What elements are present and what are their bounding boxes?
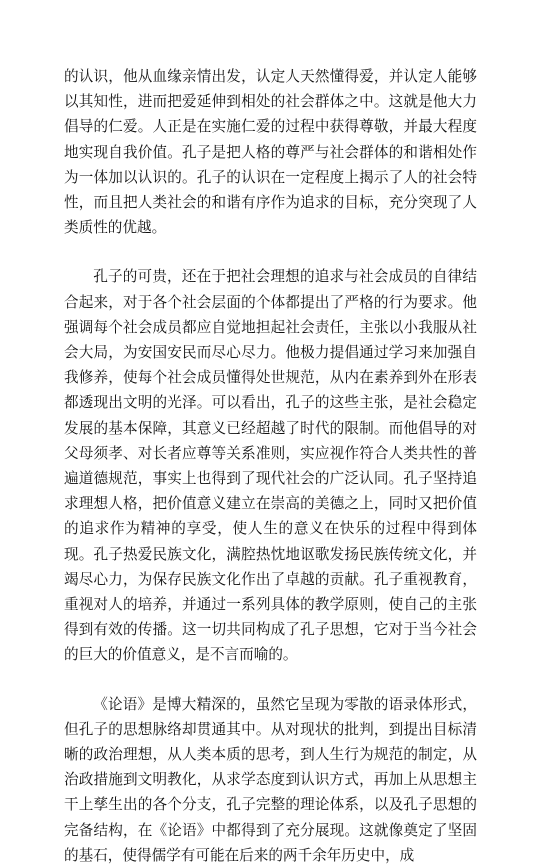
paragraph-2: 孔子的可贵，还在于把社会理想的追求与社会成员的自律结合起来，对于各个社会层面的个体都提出了严格的行为要求。他强调每个社会成员都应自觉地担起社会责任，主张以小我服从社会大局，为安国安民而尽心尽力。他极力提倡通过学习来加强自我修养，使每个社会成员懂得处世规范，从内在素养到外在形表都透现出文明的光泽。可以看出，孔子的这些主张，是社会稳定发展的基本保障，其意义已经超越了时代的限制。而他倡导的对父母须孝、对长者应尊等关系准则，实应视作符合人类共性的普遍道德规范，事实上也得到了现代社会的广泛认同。孔子坚持追求理想人格，把价值意义建立在崇高的美德之上，同时又把价值的追求作为精神的享受，使人生的意义在快乐的过程中得到体现。孔子热爱民族文化，满腔热忱地讴歌发扬民族传统文化，并竭尽心力，为保存民族文化作出了卓越的贡献。孔子重视教育，重视对人的培养，并通过一系列具体的教学原则，使自己的主张得到有效的传播。这一切共同构成了孔子思想，它对于当今社会的巨大的价值意义，是不言而喻的。 [64,268,477,664]
paragraph-3: 《论语》是博大精深的，虽然它呈现为零散的语录体形式，但孔子的思想脉络却贯通其中。从对现状的批判，到提出目标清晰的政治理想，从人类本质的思考，到人生行为规范的制定，从治政措施到文明教化，从求学态度到认识方式，再加上从思想主干上孳生出的各个分支，孔子完整的理论体系，以及孔子思想的完备结构，在《论语》中都得到了充分展现。这就像奠定了坚固的基石，使得儒学有可能在后来的两千余年历史中，成 [64,695,477,864]
paragraph-1: 的认识，他从血缘亲情出发，认定人天然懂得爱，并认定人能够以其知性，进而把爱延伸到相处的社会群体之中。这就是他大力倡导的仁爱。人正是在实施仁爱的过程中获得尊敬，并最大程度地实现自我价值。孔子是把人格的尊严与社会群体的和谐相处作为一体加以认识的。孔子的认识在一定程度上揭示了人的社会特性，而且把人类社会的和谐有序作为追求的目标，充分突现了人类质性的优越。 [64,68,477,237]
